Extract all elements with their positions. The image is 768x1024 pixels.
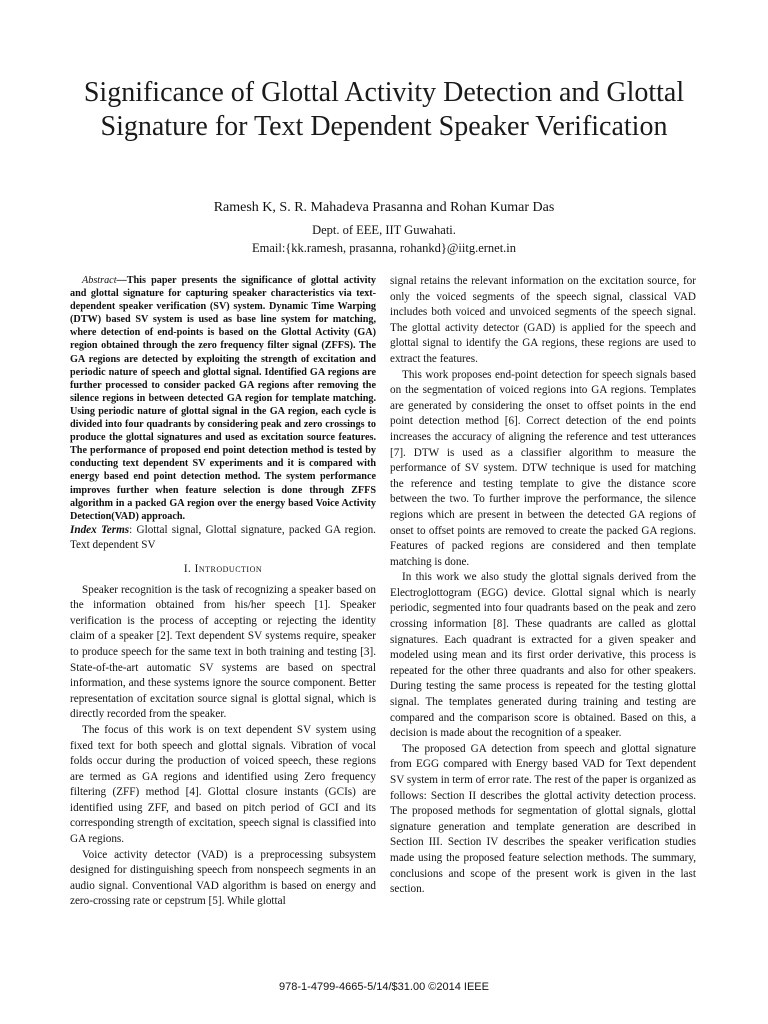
- index-terms-text: : Glottal signal, Glottal signature, packed GA region. Text dependent SV: [70, 523, 376, 552]
- section-title: Introduction: [194, 562, 263, 575]
- section-numeral: I.: [183, 562, 192, 575]
- copyright-footer: 978-1-4799-4665-5/14/$31.00 ©2014 IEEE: [279, 981, 489, 993]
- affiliation: Dept. of EEE, IIT Guwahati.: [312, 223, 456, 237]
- paragraph: This work proposes end-point detection for speech signals based on the segmentation of voiced regions into GA regions. Templates are generated by considering the onset to offset points in the end point detection method [6]. Correct detection of the end points increases the accuracy of aligning the reference and test utterances [7]. DTW is used as a classifier algorithm to measure the performance of SV system. DTW technique is used for matching the reference and testing template to give the distance score between the two. To further improve the performance, the silence regions which are present in between the detected GA regions of onset to offset points are removed to create the packed GA regions. Features of packed regions are considered and then template matching is done.: [390, 368, 696, 568]
- author-list: Ramesh K, S. R. Mahadeva Prasanna and Rohan Kumar Das: [213, 200, 555, 215]
- paragraph: The proposed GA detection from speech and glottal signature from EGG compared with Energy based VAD for Text dependent SV system in term of error rate. The rest of the paper is organized as follows: Section II describes the glottal activity detection process. The proposed methods for segmentation of glottal signals, glottal signature generation and template generation are described in Section III. Section IV describes the speaker verification studies made using the proposed feature selection methods. The summary, conclusions and scope of the present work is given in the last section.: [390, 742, 697, 896]
- index-terms: [70, 523, 376, 554]
- abstract-label: Abstract: [82, 275, 117, 286]
- paragraph: In this work we also study the glottal signals derived from the Electroglottogram (EGG) device. Glottal signal which is nearly periodic, segmented into four quadrants based on the peak and zero crossing information [8]. These quadrants are called as glottal signatures. Each quadrant is extracted for a given speaker and modeled using mean and its first order derivative, this process is repeated for the other three quadrants and also for other speakers. During testing the same process is repeated for the testing glottal signal. The templates generated during training and testing are compared and the comparison score is obtained. Based on this, a decision is made about the recognition of a speaker.: [390, 571, 696, 740]
- index-terms-label: Index Terms: [70, 523, 130, 536]
- abstract-text: —This paper presents the significance of glottal activity and glottal signature for capturing speaker characteristics via text-dependent speaker verification (SV) system. Dynamic Time Warping (DTW) based SV system is used as base line system for matching, where detection of end-points is based on the Glottal Activity (GA) region obtained through the zero frequency filter signal (ZFFS). The GA regions are detected by exploiting the strength of excitation and periodic nature of speech and glottal signal. Identified GA regions are further processed to consider packed GA regions after removing the silence regions in between detected GA region for template matching. Using periodic nature of glottal signal in the GA region, each cycle is divided into four quadrants by considering peak and zero crossings to produce the glottal signatures and used as excitation source features. The performance of proposed end point detection method is tested by conducting text dependent SV experiments and it is compared with energy based end point detection method. The system performance improves further when feature selection is done through ZFFS algorithm in a packed GA region over the energy based Voice Activity Detection(VAD) approach.: [70, 275, 376, 522]
- paragraph: The focus of this work is on text dependent SV system using fixed text for both speech and glottal signals. Vibration of vocal folds occur during the production of voiced speech, these regions are termed as GA regions and identified using Zero frequency filtering (ZFF) method [4]. Glottal closure instants (GCIs) are identified using ZFF, and based on pitch period of GCI and its corresponding strength of excitation, speech signal is classified into GA regions.: [70, 723, 376, 846]
- paragraph: Speaker recognition is the task of recognizing a speaker based on the information obtained from his/her speech [1]. Speaker verification is the process of accepting or rejecting the identity claim of a speaker [2]. Text dependent SV systems require, speaker to produce speech for the same text in both training and testing [3]. State-of-the-art automatic SV systems are based on spectral information, and these systems ignore the source component. Better representation of excitation source signal is glottal signal, which is directly recorded from the speaker.: [70, 583, 376, 721]
- paper-title: Significance of Glottal Activity Detection and Glottal Signature for Text Dependent Speaker Verification: [83, 77, 685, 142]
- section-heading-introduction: [70, 562, 376, 578]
- author-email: Email:{kk.ramesh, prasanna, rohankd}@iitg.ernet.in: [251, 241, 517, 255]
- paragraph: signal retains the relevant information on the excitation source, for only the voiced segments of the speech signal, classical VAD includes both voiced and unvoiced segments of the speech signal. The glottal activity detector (GAD) is applied for the speech and glottal signal to identify the GA regions, these regions are used to extract the features.: [390, 275, 696, 365]
- right-column: [390, 274, 696, 898]
- paragraph: Voice activity detector (VAD) is a preprocessing subsystem designed for distinguishing speech from nonspeech segments in an audio signal. Conventional VAD algorithm is based on energy and zero-crossing rate or cepstrum [5]. While glottal: [70, 848, 376, 908]
- abstract: [70, 274, 376, 523]
- left-column: [70, 274, 376, 910]
